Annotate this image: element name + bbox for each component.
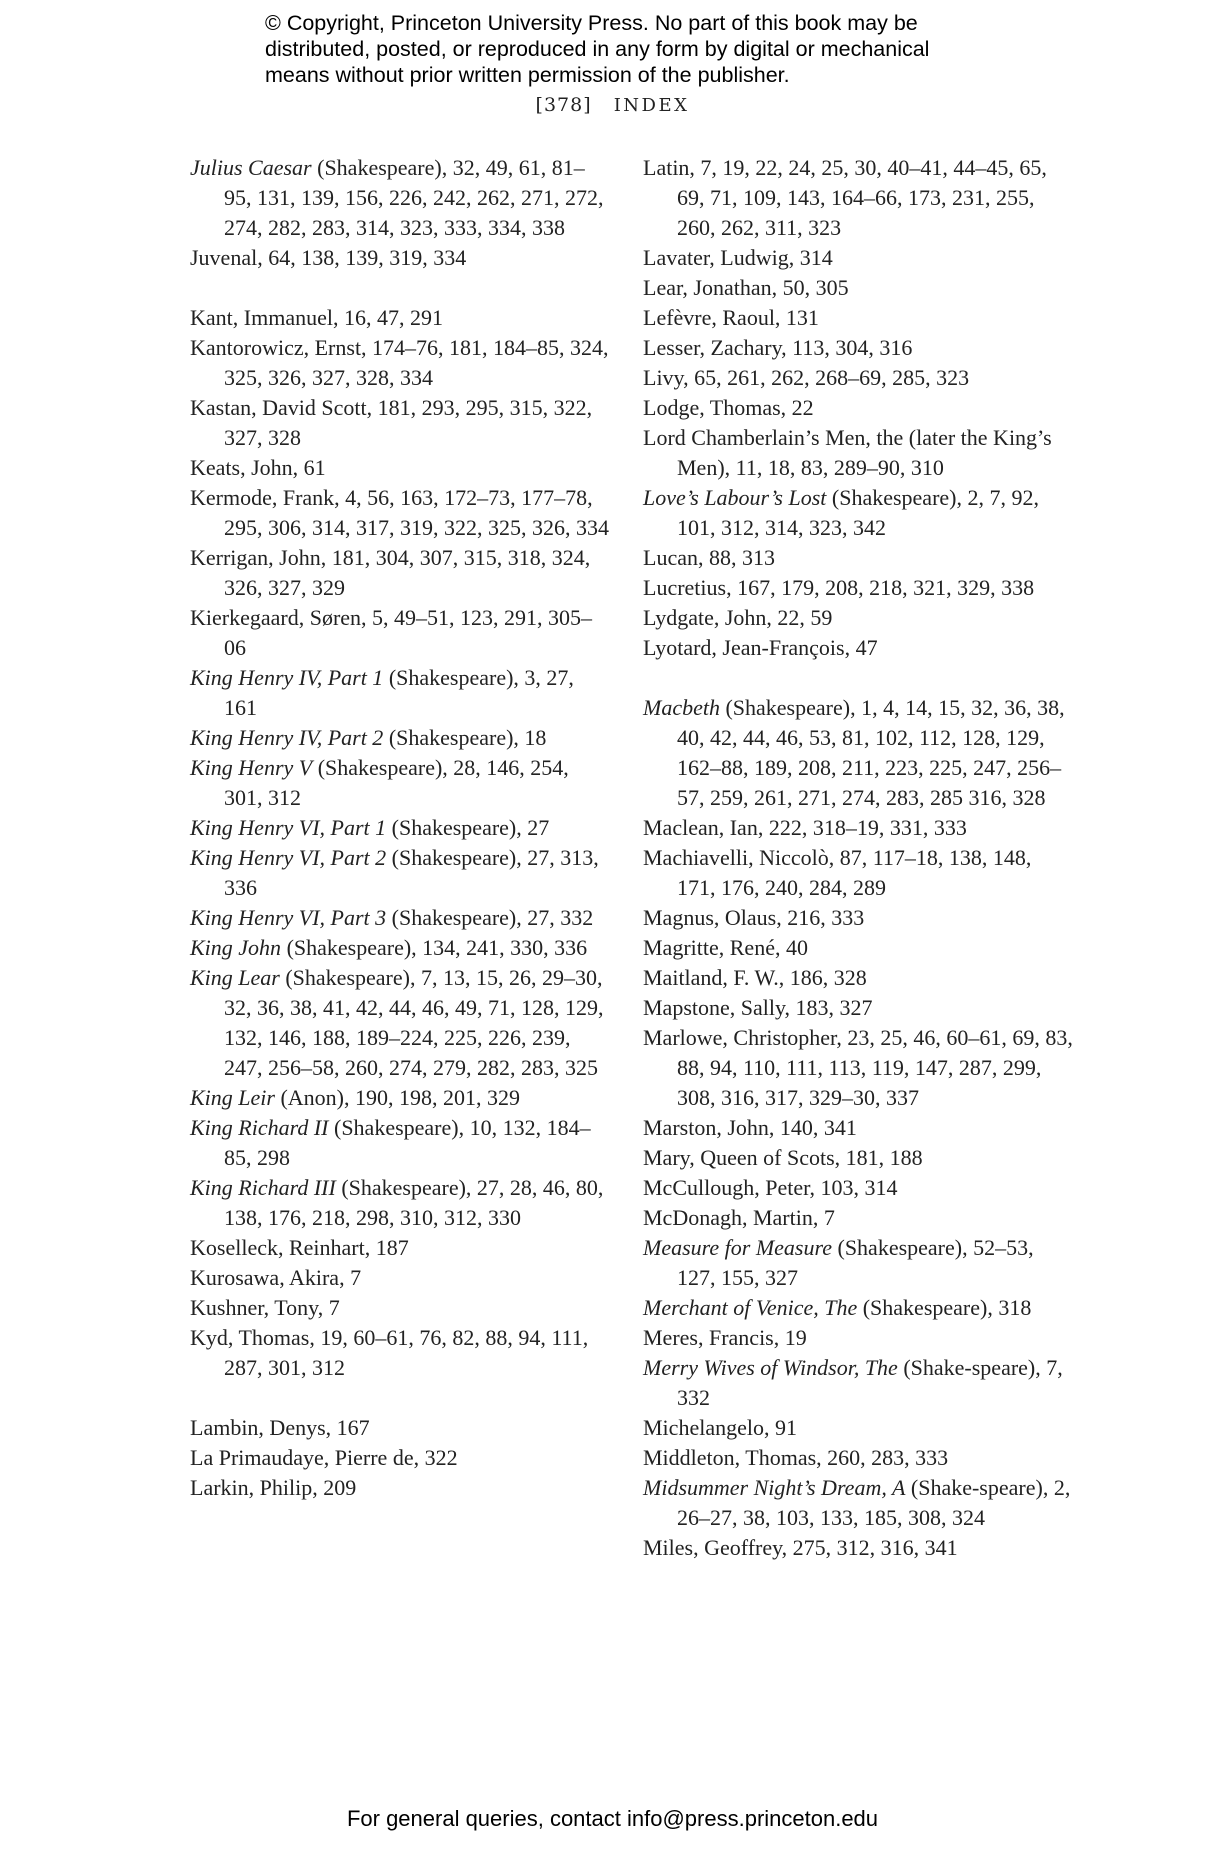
index-entry-text: (Anon), 190, 198, 201, 329 xyxy=(274,1085,521,1110)
index-entry-text: (Shakespeare), 134, 241, 330, 336 xyxy=(281,935,588,960)
index-entry-title: Julius Caesar xyxy=(190,155,312,180)
index-entry-text: Kyd, Thomas, 19, 60–61, 76, 82, 88, 94, 111, 287, 301, 312 xyxy=(190,1325,589,1380)
index-entry-text: (Shakespeare), 1, 4, 14, 15, 32, 36, 38, 40, 42, 44, 46, 53, 81, 102, 112, 128, 129, 162–88, 189, 208, 211, 223, 225, 247, 256–57, 259, 261, 271, 274, 283, 285 316, 328 xyxy=(677,695,1065,810)
index-entry-title: King Henry VI, Part 2 xyxy=(190,845,387,870)
letter-group-gap xyxy=(190,1383,610,1413)
index-entry xyxy=(643,483,1073,543)
index-entry xyxy=(643,963,1073,993)
index-entry-text: Mapstone, Sally, 183, 327 xyxy=(643,995,873,1020)
index-entry-text: (Shakespeare), 318 xyxy=(857,1295,1032,1320)
index-entry-text: Michelangelo, 91 xyxy=(643,1415,797,1440)
index-entry-text: McDonagh, Martin, 7 xyxy=(643,1205,835,1230)
index-entry-text: Kushner, Tony, 7 xyxy=(190,1295,340,1320)
index-entry-text: Kastan, David Scott, 181, 293, 295, 315, 322, 327, 328 xyxy=(190,395,593,450)
index-entry xyxy=(643,933,1073,963)
index-entry xyxy=(643,843,1073,903)
index-entry xyxy=(643,1323,1073,1353)
index-column-left xyxy=(190,153,610,1503)
index-entry-text: (Shakespeare), 27 xyxy=(386,815,550,840)
index-entry xyxy=(643,1293,1073,1323)
index-entry-title: Merry Wives of Windsor, The xyxy=(643,1355,898,1380)
index-entry xyxy=(643,903,1073,933)
index-entry xyxy=(643,393,1073,423)
index-entry-text: Miles, Geoffrey, 275, 312, 316, 341 xyxy=(643,1535,958,1560)
index-entry xyxy=(643,153,1073,243)
index-entry xyxy=(190,153,610,243)
index-entry xyxy=(190,1233,610,1263)
index-entry-text: (Shakespeare), 3, 27, 161 xyxy=(224,665,574,720)
index-entry xyxy=(643,1533,1073,1563)
index-entry xyxy=(643,1143,1073,1173)
index-entry-text: Machiavelli, Niccolò, 87, 117–18, 138, 148, 171, 176, 240, 284, 289 xyxy=(643,845,1032,900)
index-entry xyxy=(190,1293,610,1323)
index-entry-text: Magritte, René, 40 xyxy=(643,935,808,960)
index-entry xyxy=(190,753,610,813)
index-entry xyxy=(190,393,610,453)
index-entry-text: (Shakespeare), 27, 28, 46, 80, 138, 176, 218, 298, 310, 312, 330 xyxy=(224,1175,604,1230)
index-entry-text: Kerrigan, John, 181, 304, 307, 315, 318, 324, 326, 327, 329 xyxy=(190,545,591,600)
index-entry xyxy=(190,333,610,393)
index-entry-text: (Shakespeare), 2, 7, 92, 101, 312, 314, 323, 342 xyxy=(677,485,1039,540)
index-entry-text: La Primaudaye, Pierre de, 322 xyxy=(190,1445,458,1470)
copyright-notice xyxy=(265,10,1025,88)
index-entry xyxy=(643,1023,1073,1113)
index-entry xyxy=(190,723,610,753)
index-entry-text: (Shakespeare), 18 xyxy=(383,725,547,750)
index-entry-text: Lefèvre, Raoul, 131 xyxy=(643,305,819,330)
index-entry xyxy=(190,963,610,1083)
index-entry xyxy=(190,1113,610,1173)
index-entry xyxy=(643,993,1073,1023)
index-entry-text: Middleton, Thomas, 260, 283, 333 xyxy=(643,1445,949,1470)
index-entry-title: King Henry VI, Part 3 xyxy=(190,905,387,930)
index-column-right xyxy=(643,153,1073,1563)
copyright-line-3: means without prior written permission of the publisher. xyxy=(265,63,790,87)
index-entry-text: Latin, 7, 19, 22, 24, 25, 30, 40–41, 44–45, 65, 69, 71, 109, 143, 164–66, 173, 231, 255, 260, 262, 311, 323 xyxy=(643,155,1047,240)
index-entry xyxy=(190,453,610,483)
index-entry-text: (Shake-speare), 2, 26–27, 38, 103, 133, 185, 308, 324 xyxy=(677,1475,1071,1530)
index-entry-title: King Richard II xyxy=(190,1115,329,1140)
index-entry-text: (Shakespeare), 7, 13, 15, 26, 29–30, 32, 36, 38, 41, 42, 44, 46, 49, 71, 128, 129, 132, 146, 188, 189–224, 225, 226, 239, 247, 256–58, 260, 274, 279, 282, 283, 325 xyxy=(224,965,604,1080)
index-entry xyxy=(643,1173,1073,1203)
index-entry xyxy=(190,903,610,933)
copyright-line-1: © Copyright, Princeton University Press. No part of this book may be xyxy=(265,11,918,35)
index-entry xyxy=(190,243,610,273)
index-entry xyxy=(643,1443,1073,1473)
index-entry xyxy=(643,543,1073,573)
index-entry xyxy=(643,363,1073,393)
index-entry xyxy=(643,693,1073,813)
index-entry xyxy=(190,543,610,603)
index-entry-title: King Henry IV, Part 1 xyxy=(190,665,384,690)
index-entry-text: (Shakespeare), 28, 146, 254, 301, 312 xyxy=(224,755,569,810)
index-entry-text: Marlowe, Christopher, 23, 25, 46, 60–61, 69, 83, 88, 94, 110, 111, 113, 119, 147, 287, 299, 308, 316, 317, 329–30, 337 xyxy=(643,1025,1073,1110)
index-entry-text: Kantorowicz, Ernst, 174–76, 181, 184–85, 324, 325, 326, 327, 328, 334 xyxy=(190,335,609,390)
index-entry-title: Macbeth xyxy=(643,695,720,720)
index-entry-text: Koselleck, Reinhart, 187 xyxy=(190,1235,409,1260)
index-entry-text: Kant, Immanuel, 16, 47, 291 xyxy=(190,305,443,330)
index-entry-title: King Richard III xyxy=(190,1175,336,1200)
index-entry xyxy=(643,423,1073,483)
footer-contact: For general queries, contact info@press.princeton.edu xyxy=(346,1806,879,1831)
index-entry xyxy=(643,573,1073,603)
index-entry-text: Lucretius, 167, 179, 208, 218, 321, 329, 338 xyxy=(643,575,1035,600)
index-entry-text: Lesser, Zachary, 113, 304, 316 xyxy=(643,335,913,360)
index-entry-title: Love’s Labour’s Lost xyxy=(643,485,827,510)
index-entry-text: Lord Chamberlain’s Men, the (later the King’s Men), 11, 18, 83, 289–90, 310 xyxy=(643,425,1052,480)
index-entry-text: (Shakespeare), 32, 49, 61, 81–95, 131, 139, 156, 226, 242, 262, 271, 272, 274, 282, 283, 314, 323, 333, 334, 338 xyxy=(224,155,604,240)
index-entry-title: Midsummer Night’s Dream, A xyxy=(643,1475,906,1500)
index-entry-text: Kurosawa, Akira, 7 xyxy=(190,1265,362,1290)
index-entry-text: (Shakespeare), 27, 313, 336 xyxy=(224,845,599,900)
index-entry xyxy=(643,813,1073,843)
index-entry-text: Lavater, Ludwig, 314 xyxy=(643,245,833,270)
index-entry-text: Lydgate, John, 22, 59 xyxy=(643,605,833,630)
index-entry xyxy=(643,1473,1073,1533)
index-entry xyxy=(643,303,1073,333)
index-entry-title: King Henry VI, Part 1 xyxy=(190,815,387,840)
index-entry xyxy=(643,333,1073,363)
index-entry-title: King Henry V xyxy=(190,755,313,780)
index-entry-text: Lodge, Thomas, 22 xyxy=(643,395,814,420)
index-entry xyxy=(190,1323,610,1383)
index-entry xyxy=(190,933,610,963)
index-entry xyxy=(190,813,610,843)
index-entry-text: (Shake-speare), 7, 332 xyxy=(677,1355,1063,1410)
index-entry xyxy=(643,603,1073,633)
index-entry-text: Livy, 65, 261, 262, 268–69, 285, 323 xyxy=(643,365,970,390)
index-entry xyxy=(190,1443,610,1473)
section-title: INDEX xyxy=(613,95,690,116)
index-entry xyxy=(190,1413,610,1443)
index-entry-text: Magnus, Olaus, 216, 333 xyxy=(643,905,865,930)
index-entry xyxy=(190,1083,610,1113)
index-entry xyxy=(643,633,1073,663)
index-entry xyxy=(190,663,610,723)
index-entry xyxy=(643,1353,1073,1413)
index-entry-title: Measure for Measure xyxy=(643,1235,832,1260)
index-entry-title: King Henry IV, Part 2 xyxy=(190,725,384,750)
index-entry xyxy=(643,1203,1073,1233)
index-entry-text: Marston, John, 140, 341 xyxy=(643,1115,857,1140)
index-entry-text: Keats, John, 61 xyxy=(190,455,326,480)
copyright-line-2: distributed, posted, or reproduced in any form by digital or mechanical xyxy=(265,37,930,61)
index-entry xyxy=(643,273,1073,303)
index-entry xyxy=(190,1473,610,1503)
index-entry-text: Kierkegaard, Søren, 5, 49–51, 123, 291, 305–06 xyxy=(190,605,593,660)
index-entry xyxy=(643,1113,1073,1143)
index-entry-text: Juvenal, 64, 138, 139, 319, 334 xyxy=(190,245,467,270)
index-entry-title: Merchant of Venice, The xyxy=(643,1295,858,1320)
letter-group-gap xyxy=(190,273,610,303)
index-entry-text: (Shakespeare), 52–53, 127, 155, 327 xyxy=(677,1235,1034,1290)
index-entry-text: (Shakespeare), 27, 332 xyxy=(386,905,594,930)
index-entry xyxy=(643,243,1073,273)
index-entry xyxy=(190,1173,610,1233)
index-entry xyxy=(190,1263,610,1293)
running-head xyxy=(0,94,1225,116)
index-entry xyxy=(190,303,610,333)
index-entry-text: Lucan, 88, 313 xyxy=(643,545,775,570)
index-entry xyxy=(190,483,610,543)
index-entry-text: Maitland, F. W., 186, 328 xyxy=(643,965,867,990)
index-entry-text: Kermode, Frank, 4, 56, 163, 172–73, 177–78, 295, 306, 314, 317, 319, 322, 325, 326, 334 xyxy=(190,485,609,540)
index-entry-text: Meres, Francis, 19 xyxy=(643,1325,807,1350)
index-entry xyxy=(190,843,610,903)
letter-group-gap xyxy=(643,663,1073,693)
index-entry-text: (Shakespeare), 10, 132, 184–85, 298 xyxy=(224,1115,591,1170)
index-entry-text: Larkin, Philip, 209 xyxy=(190,1475,357,1500)
page-number: [378] xyxy=(535,94,592,116)
index-entry-text: McCullough, Peter, 103, 314 xyxy=(643,1175,898,1200)
index-entry-text: Lear, Jonathan, 50, 305 xyxy=(643,275,849,300)
index-entry-text: Mary, Queen of Scots, 181, 188 xyxy=(643,1145,923,1170)
index-entry-title: King John xyxy=(190,935,282,960)
index-entry xyxy=(643,1413,1073,1443)
index-entry-text: Maclean, Ian, 222, 318–19, 331, 333 xyxy=(643,815,967,840)
index-entry-title: King Lear xyxy=(190,965,280,990)
index-entry-title: King Leir xyxy=(190,1085,275,1110)
index-entry-text: Lyotard, Jean-François, 47 xyxy=(643,635,878,660)
index-entry-text: Lambin, Denys, 167 xyxy=(190,1415,370,1440)
index-entry xyxy=(190,603,610,663)
index-entry xyxy=(643,1233,1073,1293)
